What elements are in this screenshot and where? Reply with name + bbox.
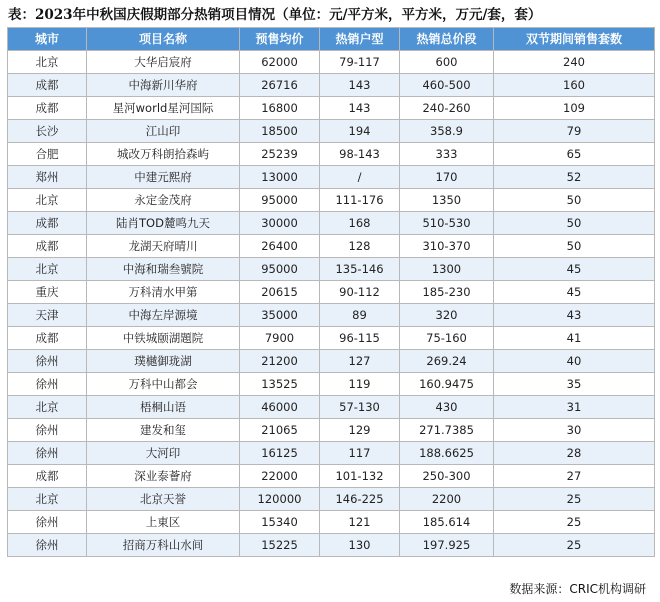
unit-type-cell: 119	[320, 373, 400, 396]
total-price-cell: 271.7385	[400, 419, 494, 442]
project-name-cell: 中海左岸源境	[87, 304, 240, 327]
hot-projects-table	[7, 27, 655, 557]
city-cell: 重庆	[8, 281, 87, 304]
city-cell: 北京	[8, 189, 87, 212]
sales-units-cell: 79	[494, 120, 655, 143]
table-row	[8, 511, 655, 534]
table-row	[8, 97, 655, 120]
unit-type-cell: 168	[320, 212, 400, 235]
project-name-cell: 江山印	[87, 120, 240, 143]
city-cell: 北京	[8, 258, 87, 281]
unit-type-cell: 90-112	[320, 281, 400, 304]
table-row	[8, 281, 655, 304]
total-price-cell: 240-260	[400, 97, 494, 120]
avg-price-cell: 46000	[240, 396, 320, 419]
project-name-cell: 深业泰薈府	[87, 465, 240, 488]
project-name-cell: 中建元熙府	[87, 166, 240, 189]
col-header-hot-unit-type: 热销户型	[320, 28, 400, 51]
project-name-cell: 中海新川华府	[87, 74, 240, 97]
sales-units-cell: 25	[494, 488, 655, 511]
total-price-cell: 358.9	[400, 120, 494, 143]
sales-units-cell: 31	[494, 396, 655, 419]
city-cell: 徐州	[8, 350, 87, 373]
table-row	[8, 465, 655, 488]
city-cell: 徐州	[8, 373, 87, 396]
unit-type-cell: 111-176	[320, 189, 400, 212]
col-header-hot-total-price: 热销总价段	[400, 28, 494, 51]
total-price-cell: 600	[400, 51, 494, 74]
col-header-city: 城市	[8, 28, 87, 51]
unit-type-cell: 57-130	[320, 396, 400, 419]
avg-price-cell: 30000	[240, 212, 320, 235]
sales-units-cell: 30	[494, 419, 655, 442]
project-name-cell: 万科中山都会	[87, 373, 240, 396]
table-row	[8, 304, 655, 327]
city-cell: 北京	[8, 396, 87, 419]
total-price-cell: 430	[400, 396, 494, 419]
city-cell: 徐州	[8, 534, 87, 557]
project-name-cell: 万科清水甲第	[87, 281, 240, 304]
city-cell: 成都	[8, 465, 87, 488]
total-price-cell: 250-300	[400, 465, 494, 488]
total-price-cell: 460-500	[400, 74, 494, 97]
data-source-note: 数据来源：CRIC机构调研	[509, 582, 646, 596]
unit-type-cell: 101-132	[320, 465, 400, 488]
city-cell: 北京	[8, 51, 87, 74]
avg-price-cell: 62000	[240, 51, 320, 74]
col-header-holiday-sales-units: 双节期间销售套数	[494, 28, 655, 51]
total-price-cell: 1350	[400, 189, 494, 212]
table-row	[8, 350, 655, 373]
table-row	[8, 51, 655, 74]
sales-units-cell: 27	[494, 465, 655, 488]
avg-price-cell: 16125	[240, 442, 320, 465]
project-name-cell: 大河印	[87, 442, 240, 465]
project-name-cell: 招商万科山水间	[87, 534, 240, 557]
table-row	[8, 419, 655, 442]
sales-units-cell: 43	[494, 304, 655, 327]
city-cell: 成都	[8, 327, 87, 350]
city-cell: 成都	[8, 235, 87, 258]
unit-type-cell: 127	[320, 350, 400, 373]
total-price-cell: 185-230	[400, 281, 494, 304]
unit-type-cell: 117	[320, 442, 400, 465]
table-row	[8, 74, 655, 97]
total-price-cell: 160.9475	[400, 373, 494, 396]
project-name-cell: 梧桐山语	[87, 396, 240, 419]
project-name-cell: 龙湖天府晴川	[87, 235, 240, 258]
project-name-cell: 陆肖TOD麓鸣九天	[87, 212, 240, 235]
sales-units-cell: 25	[494, 511, 655, 534]
avg-price-cell: 25239	[240, 143, 320, 166]
total-price-cell: 170	[400, 166, 494, 189]
avg-price-cell: 21065	[240, 419, 320, 442]
unit-type-cell: 79-117	[320, 51, 400, 74]
sales-units-cell: 50	[494, 189, 655, 212]
sales-units-cell: 52	[494, 166, 655, 189]
unit-type-cell: 143	[320, 97, 400, 120]
project-name-cell: 永定金茂府	[87, 189, 240, 212]
total-price-cell: 197.925	[400, 534, 494, 557]
avg-price-cell: 95000	[240, 258, 320, 281]
unit-type-cell: 146-225	[320, 488, 400, 511]
avg-price-cell: 7900	[240, 327, 320, 350]
avg-price-cell: 15340	[240, 511, 320, 534]
city-cell: 徐州	[8, 511, 87, 534]
sales-units-cell: 65	[494, 143, 655, 166]
project-name-cell: 城改万科朗拾森屿	[87, 143, 240, 166]
table-row	[8, 258, 655, 281]
table-row	[8, 166, 655, 189]
unit-type-cell: 194	[320, 120, 400, 143]
project-name-cell: 建发和玺	[87, 419, 240, 442]
sales-units-cell: 45	[494, 281, 655, 304]
total-price-cell: 188.6625	[400, 442, 494, 465]
table-row	[8, 143, 655, 166]
unit-type-cell: 128	[320, 235, 400, 258]
total-price-cell: 510-530	[400, 212, 494, 235]
unit-type-cell: /	[320, 166, 400, 189]
table-row	[8, 396, 655, 419]
table-row	[8, 189, 655, 212]
avg-price-cell: 120000	[240, 488, 320, 511]
table-row	[8, 373, 655, 396]
avg-price-cell: 18500	[240, 120, 320, 143]
table-row	[8, 235, 655, 258]
table-row	[8, 212, 655, 235]
total-price-cell: 310-370	[400, 235, 494, 258]
avg-price-cell: 20615	[240, 281, 320, 304]
project-name-cell: 北京天誉	[87, 488, 240, 511]
project-name-cell: 上東区	[87, 511, 240, 534]
table-row	[8, 534, 655, 557]
sales-units-cell: 40	[494, 350, 655, 373]
sales-units-cell: 28	[494, 442, 655, 465]
total-price-cell: 320	[400, 304, 494, 327]
avg-price-cell: 15225	[240, 534, 320, 557]
total-price-cell: 75-160	[400, 327, 494, 350]
sales-units-cell: 25	[494, 534, 655, 557]
city-cell: 郑州	[8, 166, 87, 189]
sales-units-cell: 41	[494, 327, 655, 350]
unit-type-cell: 130	[320, 534, 400, 557]
avg-price-cell: 35000	[240, 304, 320, 327]
city-cell: 长沙	[8, 120, 87, 143]
avg-price-cell: 26400	[240, 235, 320, 258]
city-cell: 成都	[8, 97, 87, 120]
project-name-cell: 大华启宸府	[87, 51, 240, 74]
city-cell: 徐州	[8, 442, 87, 465]
city-cell: 成都	[8, 212, 87, 235]
total-price-cell: 185.614	[400, 511, 494, 534]
sales-units-cell: 240	[494, 51, 655, 74]
sales-units-cell: 45	[494, 258, 655, 281]
sales-units-cell: 160	[494, 74, 655, 97]
unit-type-cell: 135-146	[320, 258, 400, 281]
project-name-cell: 中海和瑞叁號院	[87, 258, 240, 281]
table-title: 表：2023年中秋国庆假期部分热销项目情况（单位：元/平方米，平方米，万元/套，套）	[8, 7, 542, 23]
city-cell: 合肥	[8, 143, 87, 166]
project-name-cell: 中铁城颐湖題院	[87, 327, 240, 350]
unit-type-cell: 96-115	[320, 327, 400, 350]
total-price-cell: 333	[400, 143, 494, 166]
avg-price-cell: 22000	[240, 465, 320, 488]
unit-type-cell: 98-143	[320, 143, 400, 166]
city-cell: 北京	[8, 488, 87, 511]
sales-units-cell: 50	[494, 235, 655, 258]
city-cell: 成都	[8, 74, 87, 97]
total-price-cell: 2200	[400, 488, 494, 511]
sales-units-cell: 109	[494, 97, 655, 120]
sales-units-cell: 35	[494, 373, 655, 396]
avg-price-cell: 21200	[240, 350, 320, 373]
avg-price-cell: 13525	[240, 373, 320, 396]
table-header-row	[8, 28, 655, 51]
unit-type-cell: 143	[320, 74, 400, 97]
avg-price-cell: 13000	[240, 166, 320, 189]
unit-type-cell: 89	[320, 304, 400, 327]
table-row	[8, 488, 655, 511]
city-cell: 天津	[8, 304, 87, 327]
sales-units-cell: 50	[494, 212, 655, 235]
avg-price-cell: 95000	[240, 189, 320, 212]
col-header-project-name: 项目名称	[87, 28, 240, 51]
col-header-avg-presale-price: 预售均价	[240, 28, 320, 51]
table-row	[8, 327, 655, 350]
avg-price-cell: 16800	[240, 97, 320, 120]
table-row	[8, 120, 655, 143]
unit-type-cell: 129	[320, 419, 400, 442]
table-row	[8, 442, 655, 465]
avg-price-cell: 26716	[240, 74, 320, 97]
project-name-cell: 星河world星河国际	[87, 97, 240, 120]
unit-type-cell: 121	[320, 511, 400, 534]
total-price-cell: 1300	[400, 258, 494, 281]
project-name-cell: 璞樾御珑湖	[87, 350, 240, 373]
total-price-cell: 269.24	[400, 350, 494, 373]
city-cell: 徐州	[8, 419, 87, 442]
